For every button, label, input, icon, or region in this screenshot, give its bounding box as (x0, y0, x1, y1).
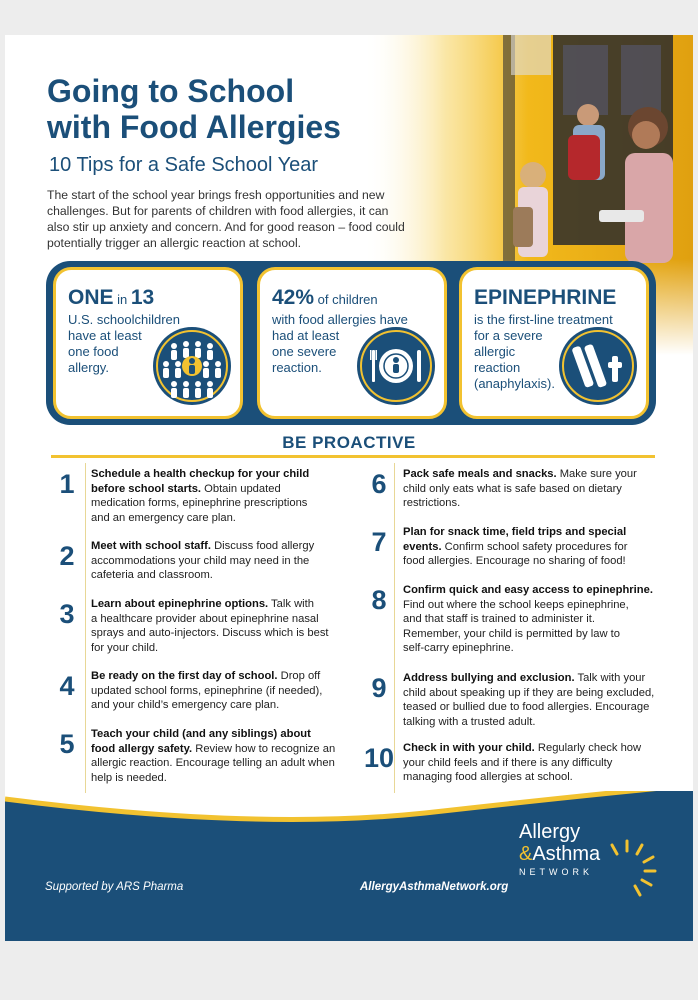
tip-number: 3 (59, 599, 75, 629)
tip-text: Be ready on the first day of school. Drop off updated school forms, epinephrine (if needed), and your child’s emergency care plan. (91, 670, 323, 711)
tip-number: 7 (371, 527, 387, 557)
stat-headline: ONE in 13 (68, 286, 155, 309)
injector-icon (558, 326, 638, 406)
stat-text: with food allergies have had at least one severe reaction. (272, 312, 408, 375)
flyer-page (5, 35, 693, 941)
page-subtitle: 10 Tips for a Safe School Year (49, 154, 319, 176)
tip-text: Address bullying and exclusion. Talk with your child about speaking up if they are being excluded, teased or bullied due to food allergies. Encourage talking with a trusted adult. (403, 672, 655, 728)
intro-paragraph: The start of the school year brings fresh opportunities and new challenges. But for parents of children with food allergies, it can also stir up anxiety and concern. And for good reason – food could potentially trigger an allergic reaction at school. (47, 188, 405, 250)
stat-card-42-percent (257, 267, 447, 419)
stat-text: is the first-line treatment for a severe allergic reaction (anaphylaxis). (474, 312, 613, 391)
tip-text: Meet with school staff. Discuss food allergy accommodations your child may need in the cafeteria and classroom. (91, 540, 315, 581)
tip-number: 9 (371, 673, 387, 703)
tip-number: 2 (59, 541, 75, 571)
section-title-be-proactive: BE PROACTIVE (282, 433, 416, 452)
page-title (47, 73, 407, 145)
website-link[interactable]: AllergyAsthmaNetwork.org (360, 881, 509, 893)
tip-number: 8 (371, 585, 387, 615)
tip-number: 10 (363, 743, 395, 773)
tip-number: 6 (371, 469, 387, 499)
left-column-rule (85, 463, 86, 793)
stat-headline: EPINEPHRINE (474, 286, 617, 309)
tip-text: Teach your child (and any siblings) about food allergy safety. Review how to recognize an allergic reaction. Encourage telling an adult when help is needed. (91, 728, 336, 784)
people-grid-icon (152, 326, 232, 406)
tip-text: Learn about epinephrine options. Talk with a healthcare provider about epinephrine nasal sprays and auto-injectors. Discuss which is best for your child. (91, 598, 329, 654)
stat-headline: 42% of children (272, 286, 378, 309)
stat-card-one-in-13 (53, 267, 243, 419)
tip-text: Pack safe meals and snacks. Make sure your child only eats what is safe based on dietary restrictions. (403, 468, 637, 509)
tip-number: 4 (59, 671, 75, 701)
tip-text: Check in with your child. Regularly check how your child feels and if there is any difficulty managing food allergies at school. (403, 742, 642, 783)
section-divider (51, 455, 655, 458)
supported-by: Supported by ARS Pharma (45, 881, 184, 893)
tip-number: 5 (59, 729, 75, 759)
title-line-1: Going to School (47, 73, 295, 109)
title-line-2: with Food Allergies (47, 109, 341, 145)
tip-text: Schedule a health checkup for your child before school starts. Obtain updated medication forms, epinephrine prescriptions and an emergency care plan. (91, 468, 310, 524)
tip-text: Confirm quick and easy access to epinephrine. Find out where the school keeps epinephrine, and that staff is trained to administer it. Remember, your child is permitted by law to self-carry epinephrine. (403, 584, 653, 654)
sun-logo-icon (595, 837, 659, 901)
plate-icon (356, 326, 436, 406)
tip-text: Plan for snack time, field trips and special events. Confirm school safety procedures for food allergies. Encourage no sharing of food! (403, 526, 628, 567)
network-logo: Allergy &Asthma NETWORK (519, 821, 601, 877)
tip-number: 1 (59, 469, 75, 499)
stat-text: U.S. schoolchildren have at least one food allergy. (68, 312, 180, 375)
stat-card-epinephrine (459, 267, 649, 419)
